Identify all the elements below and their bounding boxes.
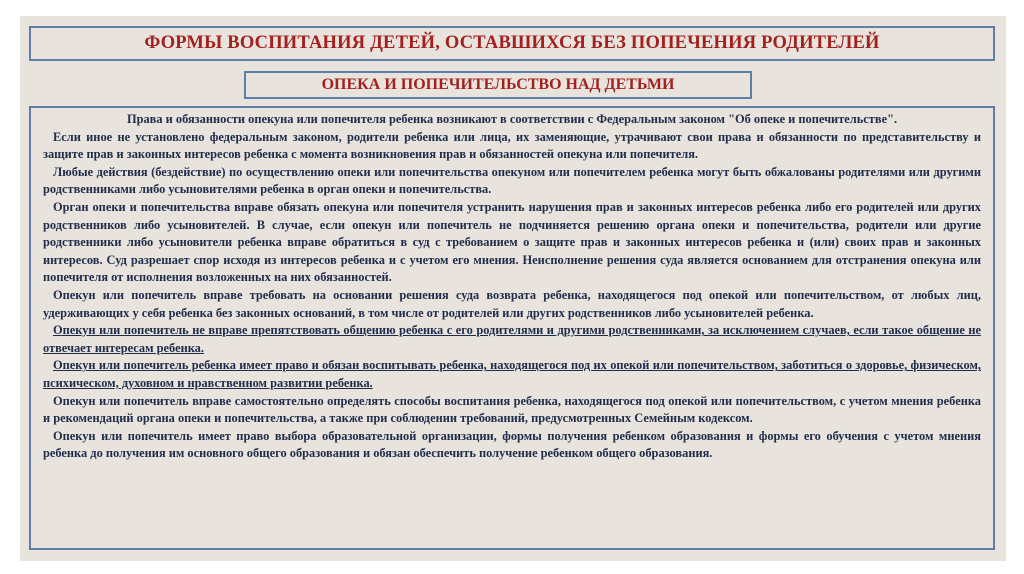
paragraph-guardianship-authority: Орган опеки и попечительства вправе обязать опекуна или попечителя устранить нарушения прав и законных интересов ребенка либо его родителей или других родственников либо усыновителей. В случае, если опекун или попечитель не подчиняется решению органа опеки и попечительства, родители или другие родственники либо усыновители ребенка вправе обратиться в суд с требованием о защите прав и законных интересов ребенка и (или) своих прав и законных интересов. Суд разрешает спор исходя из интересов ребенка и с учетом его мнения. Неисполнение решения суда является основанием для отстранения опекуна или попечителя от исполнения возложенных на них обязанностей. [43,199,981,285]
paragraph-return-of-child: Опекун или попечитель вправе требовать на основании решения суда возврата ребенка, находящегося под опекой или попечительством, от любых лиц, удерживающих у себя ребенка без законных оснований, в том числе от родителей или других родственников либо усыновителей ребенка. [43,287,981,320]
paragraph-upbringing-methods: Опекун или попечитель вправе самостоятельно определять способы воспитания ребенка, находящегося под опекой или попечительством, с учетом мнения ребенка и рекомендаций органа опеки и попечительства, а также при соблюдении требований, предусмотренных Семейным кодексом. [43,393,981,426]
slide [20,16,1006,561]
paragraph-appeal: Любые действия (бездействие) по осуществлению опеки или попечительства опекуном или попечителем ребенка могут быть обжалованы родителями или другими родственниками либо усыновителями ребенка в орган опеки и попечительства. [43,164,981,197]
paragraph-upbringing-duty: Опекун или попечитель ребенка имеет право и обязан воспитывать ребенка, находящегося под их опекой или попечительством, заботиться о здоровье, физическом, психическом, духовном и нравственном развитии ребенка. [43,358,981,390]
page-title: ФОРМЫ ВОСПИТАНИЯ ДЕТЕЙ, ОСТАВШИХСЯ БЕЗ ПОПЕЧЕНИЯ РОДИТЕЛЕЙ [29,26,995,61]
paragraph-communication: Опекун или попечитель не вправе препятствовать общению ребенка с его родителями и другими родственниками, за исключением случаев, если такое общение не отвечает интересам ребенка. [43,323,981,355]
paragraph-parents-rights: Если иное не установлено федеральным законом, родители ребенка или лица, их заменяющие, утрачивают свои права и обязанности по представительству и защите прав и законных интересов ребенка с момента возникновения прав и обязанностей опекуна или попечителя. [43,129,981,162]
text-body [29,106,995,550]
paragraph-education-choice: Опекун или попечитель имеет право выбора образовательной организации, формы получения ребенком образования и формы его обучения с учетом мнения ребенка до получения им основного общего образования и обязан обеспечить получение ребенком общего образования. [43,428,981,461]
section-subtitle: ОПЕКА И ПОПЕЧИТЕЛЬСТВО НАД ДЕТЬМИ [244,71,752,99]
paragraph-legal-basis: Права и обязанности опекуна или попечителя ребенка возникают в соответствии с Федеральным законом "Об опеке и попечительстве". [126,112,898,126]
